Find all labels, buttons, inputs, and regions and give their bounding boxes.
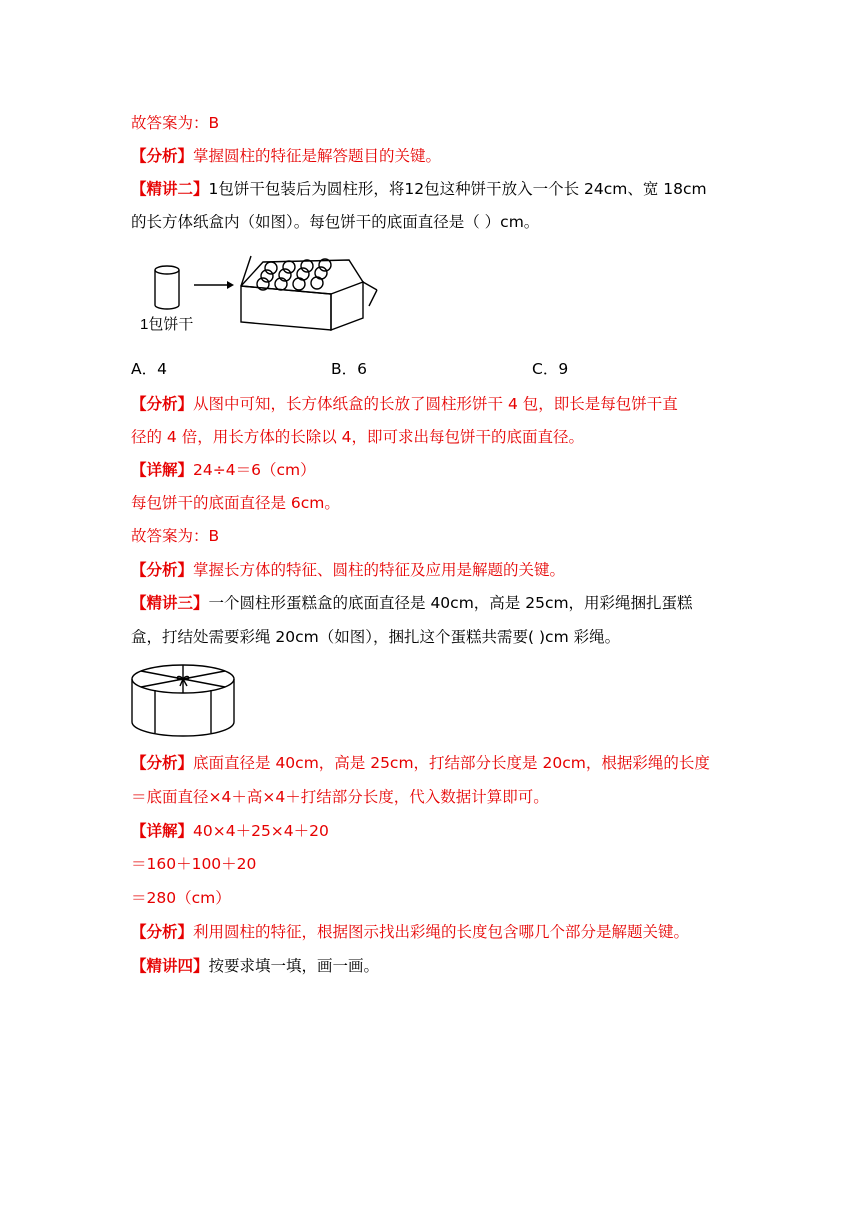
answer-line-1 bbox=[131, 112, 219, 134]
analysis-text: 从图中可知，长方体纸盒的长放了圆柱形饼干 4 包，即长是每包饼干直 bbox=[193, 395, 678, 413]
analysis-tag: 【分析】 bbox=[131, 923, 194, 941]
problem-3-text-cont: 盒，打结处需要彩绳 20cm（如图），捆扎这个蛋糕共需要( )cm 彩绳。 bbox=[131, 628, 621, 646]
problem-2-tag: 【精讲二】 bbox=[131, 180, 209, 198]
analysis-text-cont: 径的 4 倍，用长方体的长除以 4，即可求出每包饼干的底面直径。 bbox=[131, 428, 585, 446]
solution-tag: 【详解】 bbox=[131, 822, 194, 840]
solution-line-1 bbox=[131, 459, 316, 481]
analysis-line-1 bbox=[131, 145, 441, 167]
problem-3-line-2 bbox=[131, 626, 620, 648]
analysis-line-5 bbox=[131, 752, 710, 774]
biscuit-tops bbox=[257, 259, 331, 290]
problem-2-text: 1包饼干包装后为圆柱形，将12包这种饼干放入一个长 24cm、宽 18cm bbox=[208, 180, 707, 198]
analysis-line-4 bbox=[131, 559, 565, 581]
problem-2-line-2 bbox=[131, 211, 539, 233]
problem-3-line-1 bbox=[131, 592, 693, 614]
option-a: A．4 bbox=[131, 360, 167, 378]
solution-tag: 【详解】 bbox=[131, 461, 194, 479]
cake-box-figure bbox=[128, 660, 238, 742]
analysis-text-cont: ＝底面直径×4＋高×4＋打结部分长度，代入数据计算即可。 bbox=[131, 788, 549, 806]
analysis-tag: 【分析】 bbox=[131, 561, 194, 579]
analysis-line-6 bbox=[131, 786, 549, 808]
solution-line-2 bbox=[131, 492, 340, 514]
problem-2-text-cont: 的长方体纸盒内（如图）。每包饼干的底面直径是（ ）cm。 bbox=[131, 213, 540, 231]
problem-2-line-1 bbox=[131, 178, 707, 200]
solution-line-3 bbox=[131, 820, 329, 842]
analysis-text: 掌握长方体的特征、圆柱的特征及应用是解题的关键。 bbox=[193, 561, 566, 579]
analysis-line-2 bbox=[131, 393, 678, 415]
problem-4-tag: 【精讲四】 bbox=[131, 957, 209, 975]
answer-text: 故答案为：B bbox=[131, 527, 220, 545]
solution-step: ＝160＋100＋20 bbox=[131, 855, 257, 873]
biscuit-cylinder-icon bbox=[155, 266, 179, 309]
solution-step: ＝280（cm） bbox=[131, 889, 231, 907]
cake-box-icon bbox=[132, 665, 234, 736]
problem-4-line-1 bbox=[131, 955, 379, 977]
solution-text-cont: 每包饼干的底面直径是 6cm。 bbox=[131, 494, 340, 512]
analysis-text: 底面直径是 40cm，高是 25cm，打结部分长度是 20cm，根据彩绳的长度 bbox=[193, 754, 710, 772]
answer-line-2 bbox=[131, 525, 219, 547]
solution-line-5 bbox=[131, 887, 231, 909]
solution-text: 40×4＋25×4＋20 bbox=[193, 822, 329, 840]
option-c: C．9 bbox=[532, 360, 569, 378]
problem-4-text: 按要求填一填，画一画。 bbox=[208, 957, 380, 975]
solution-line-4 bbox=[131, 853, 256, 875]
arrow-right-icon bbox=[194, 281, 234, 289]
answer-text: 故答案为：B bbox=[131, 114, 220, 132]
analysis-line-3 bbox=[131, 426, 584, 448]
analysis-tag: 【分析】 bbox=[131, 395, 194, 413]
analysis-tag: 【分析】 bbox=[131, 147, 194, 165]
analysis-text: 掌握圆柱的特征是解答题目的关键。 bbox=[193, 147, 442, 165]
problem-3-text: 一个圆柱形蛋糕盒的底面直径是 40cm，高是 25cm，用彩绳捆扎蛋糕 bbox=[208, 594, 693, 612]
analysis-line-7 bbox=[131, 921, 689, 943]
biscuit-label: 1包饼干 bbox=[140, 316, 194, 333]
solution-text: 24÷4＝6（cm） bbox=[193, 461, 316, 479]
box-icon bbox=[241, 256, 377, 330]
problem-3-tag: 【精讲三】 bbox=[131, 594, 209, 612]
option-b: B．6 bbox=[331, 360, 367, 378]
analysis-text: 利用圆柱的特征，根据图示找出彩绳的长度包含哪几个部分是解题关键。 bbox=[193, 923, 690, 941]
analysis-tag: 【分析】 bbox=[131, 754, 194, 772]
